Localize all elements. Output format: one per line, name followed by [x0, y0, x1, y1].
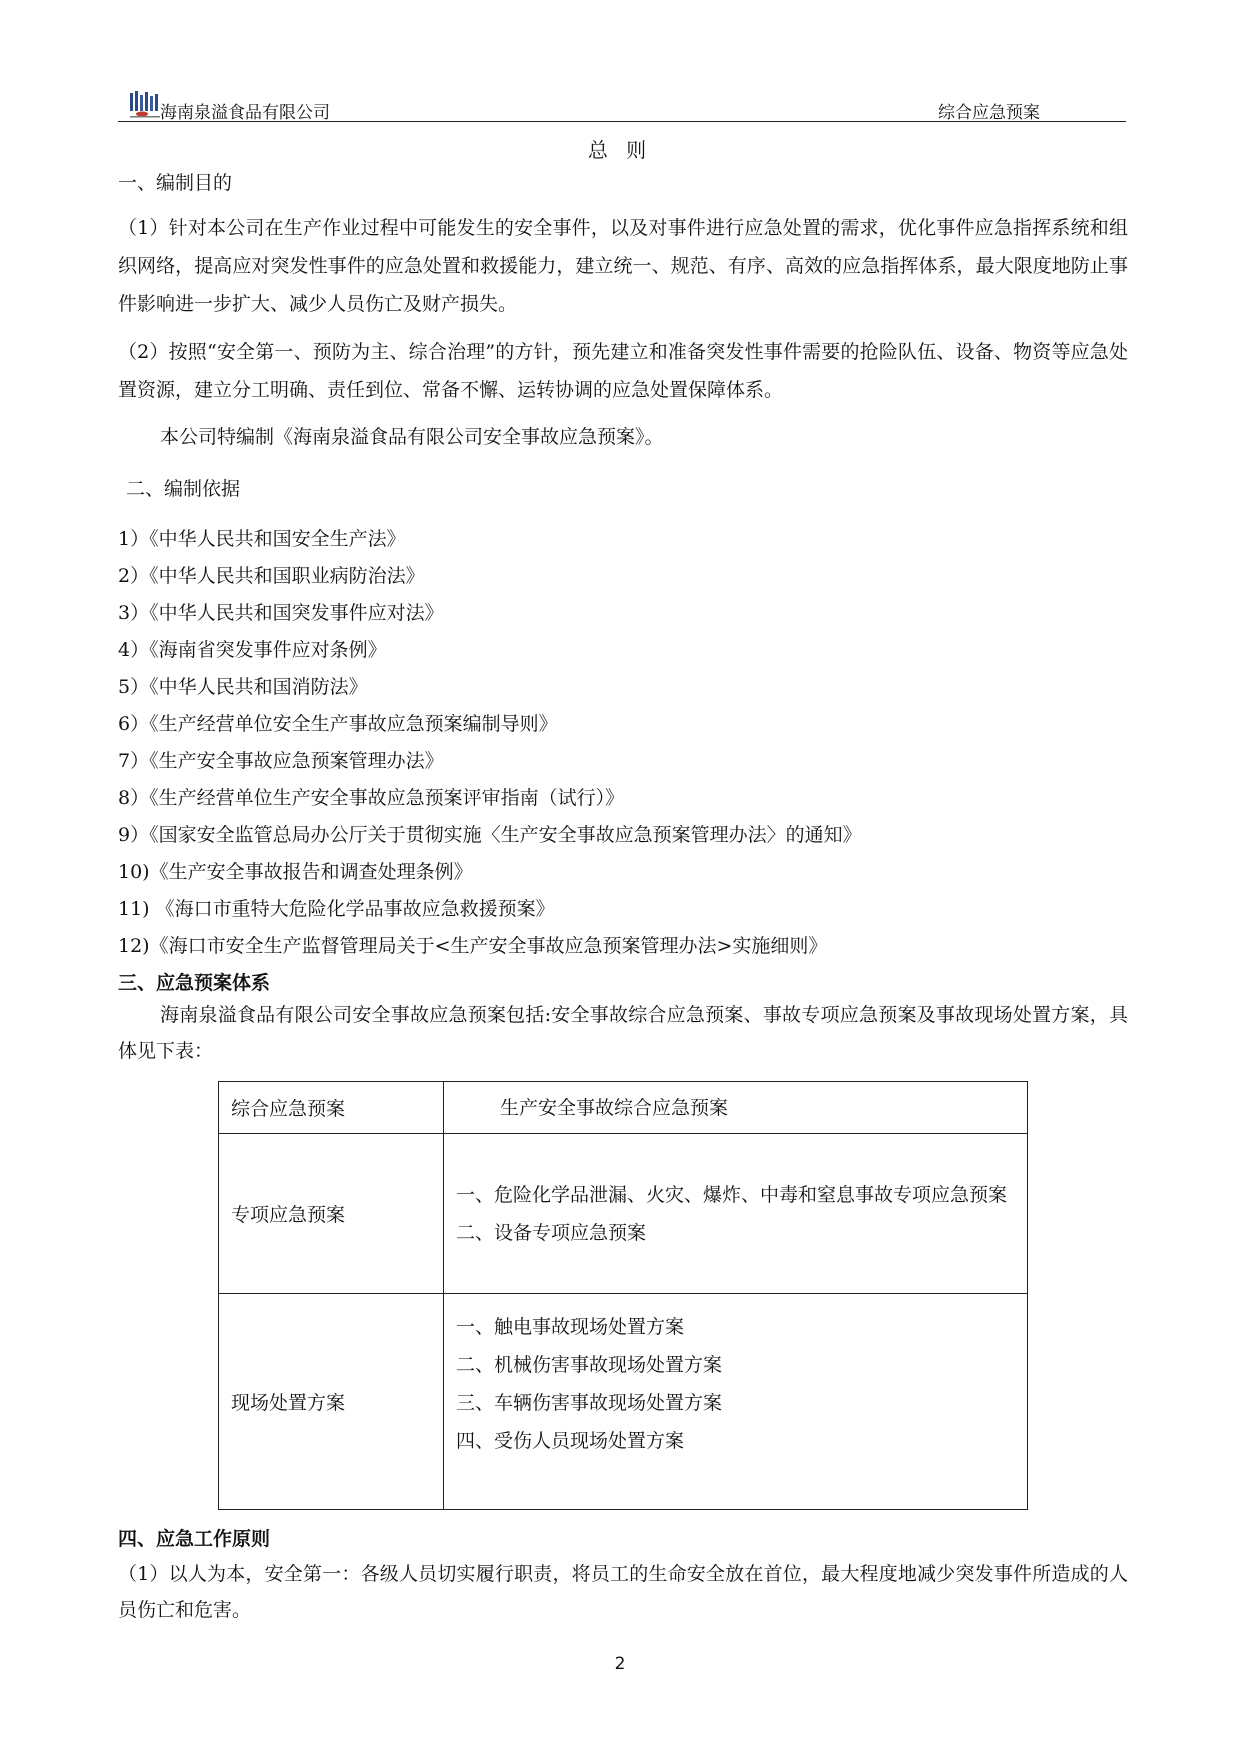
table-row	[219, 1082, 1028, 1134]
table-item: 三、车辆伤害事故现场处置方案	[456, 1392, 723, 1414]
reference-item: 7）《生产安全事故应急预案管理办法》	[118, 750, 444, 772]
reference-item: 9）《国家安全监管总局办公厅关于贯彻实施〈生产安全事故应急预案管理办法〉的通知》	[118, 824, 862, 846]
reference-item: 3）《中华人民共和国突发事件应对法》	[118, 602, 444, 624]
table-label-cell: 专项应急预案	[219, 1134, 444, 1294]
company-logo	[128, 89, 164, 119]
section-3-intro: 海南泉溢食品有限公司安全事故应急预案包括:安全事故综合应急预案、事故专项应急预案及事故现场处置方案，具体见下表：	[118, 1004, 1128, 1062]
section-4-heading: 四、应急工作原则	[118, 1528, 271, 1550]
table-row	[219, 1134, 1028, 1294]
table-content-cell	[444, 1082, 1028, 1134]
reference-item: 12)《海口市安全生产监督管理局关于<生产安全事故应急预案管理办法>实施细则》	[118, 935, 828, 957]
page-number: 2	[614, 1654, 626, 1674]
table-label-cell: 现场处置方案	[219, 1294, 444, 1510]
reference-item: 4）《海南省突发事件应对条例》	[118, 639, 387, 661]
table-item: 一、危险化学品泄漏、火灾、爆炸、中毒和窒息事故专项应急预案	[456, 1183, 1008, 1206]
reference-item: 2）《中华人民共和国职业病防治法》	[118, 565, 425, 587]
section-1-paragraph-3: 本公司特编制《海南泉溢食品有限公司安全事故应急预案》。	[160, 426, 664, 448]
table-content-cell	[444, 1134, 1028, 1294]
table-item: 二、设备专项应急预案	[456, 1221, 647, 1244]
section-2-heading: 二、编制依据	[126, 478, 241, 500]
plan-system-table	[218, 1081, 1028, 1510]
section-4-paragraph-1: （1）以人为本，安全第一：各级人员切实履行职责，将员工的生命安全放在首位，最大程度地减少突发事件所造成的人员伤亡和危害。	[118, 1563, 1128, 1621]
header-company-name: 海南泉溢食品有限公司	[160, 103, 330, 123]
page-title: 总 则	[587, 138, 653, 162]
table-item: 生产安全事故综合应急预案	[500, 1096, 729, 1119]
table-item: 二、机械伤害事故现场处置方案	[456, 1354, 723, 1376]
reference-item: 11) 《海口市重特大危险化学品事故应急救援预案》	[118, 898, 555, 920]
table-item: 一、触电事故现场处置方案	[456, 1316, 685, 1338]
table-content-cell	[444, 1294, 1028, 1510]
reference-item: 8）《生产经营单位生产安全事故应急预案评审指南（试行）》	[118, 787, 625, 809]
reference-item: 5）《中华人民共和国消防法》	[118, 676, 368, 698]
section-1-heading: 一、编制目的	[118, 172, 233, 194]
table-label-cell: 综合应急预案	[219, 1082, 444, 1134]
reference-item: 10)《生产安全事故报告和调查处理条例》	[118, 861, 473, 883]
section-3-heading: 三、应急预案体系	[118, 972, 271, 994]
header-divider	[118, 121, 1126, 122]
table-item: 四、受伤人员现场处置方案	[456, 1430, 685, 1452]
section-1-paragraph-1: （1）针对本公司在生产作业过程中可能发生的安全事件，以及对事件进行应急处置的需求，优化事件应急指挥系统和组织网络，提高应对突发性事件的应急处置和救援能力，建立统一、规范、有序、高效的应急指挥体系，最大限度地防止事件影响进一步扩大、减少人员伤亡及财产损失。	[118, 217, 1128, 315]
section-1-paragraph-2: （2）按照“安全第一、预防为主、综合治理”的方针，预先建立和准备突发性事件需要的抢险队伍、设备、物资等应急处置资源，建立分工明确、责任到位、常备不懈、运转协调的应急处置保障体系。	[118, 341, 1128, 401]
reference-item: 1）《中华人民共和国安全生产法》	[118, 528, 406, 550]
header-document-name: 综合应急预案	[938, 103, 1040, 123]
table-row	[219, 1294, 1028, 1510]
reference-item: 6）《生产经营单位安全生产事故应急预案编制导则》	[118, 713, 558, 735]
